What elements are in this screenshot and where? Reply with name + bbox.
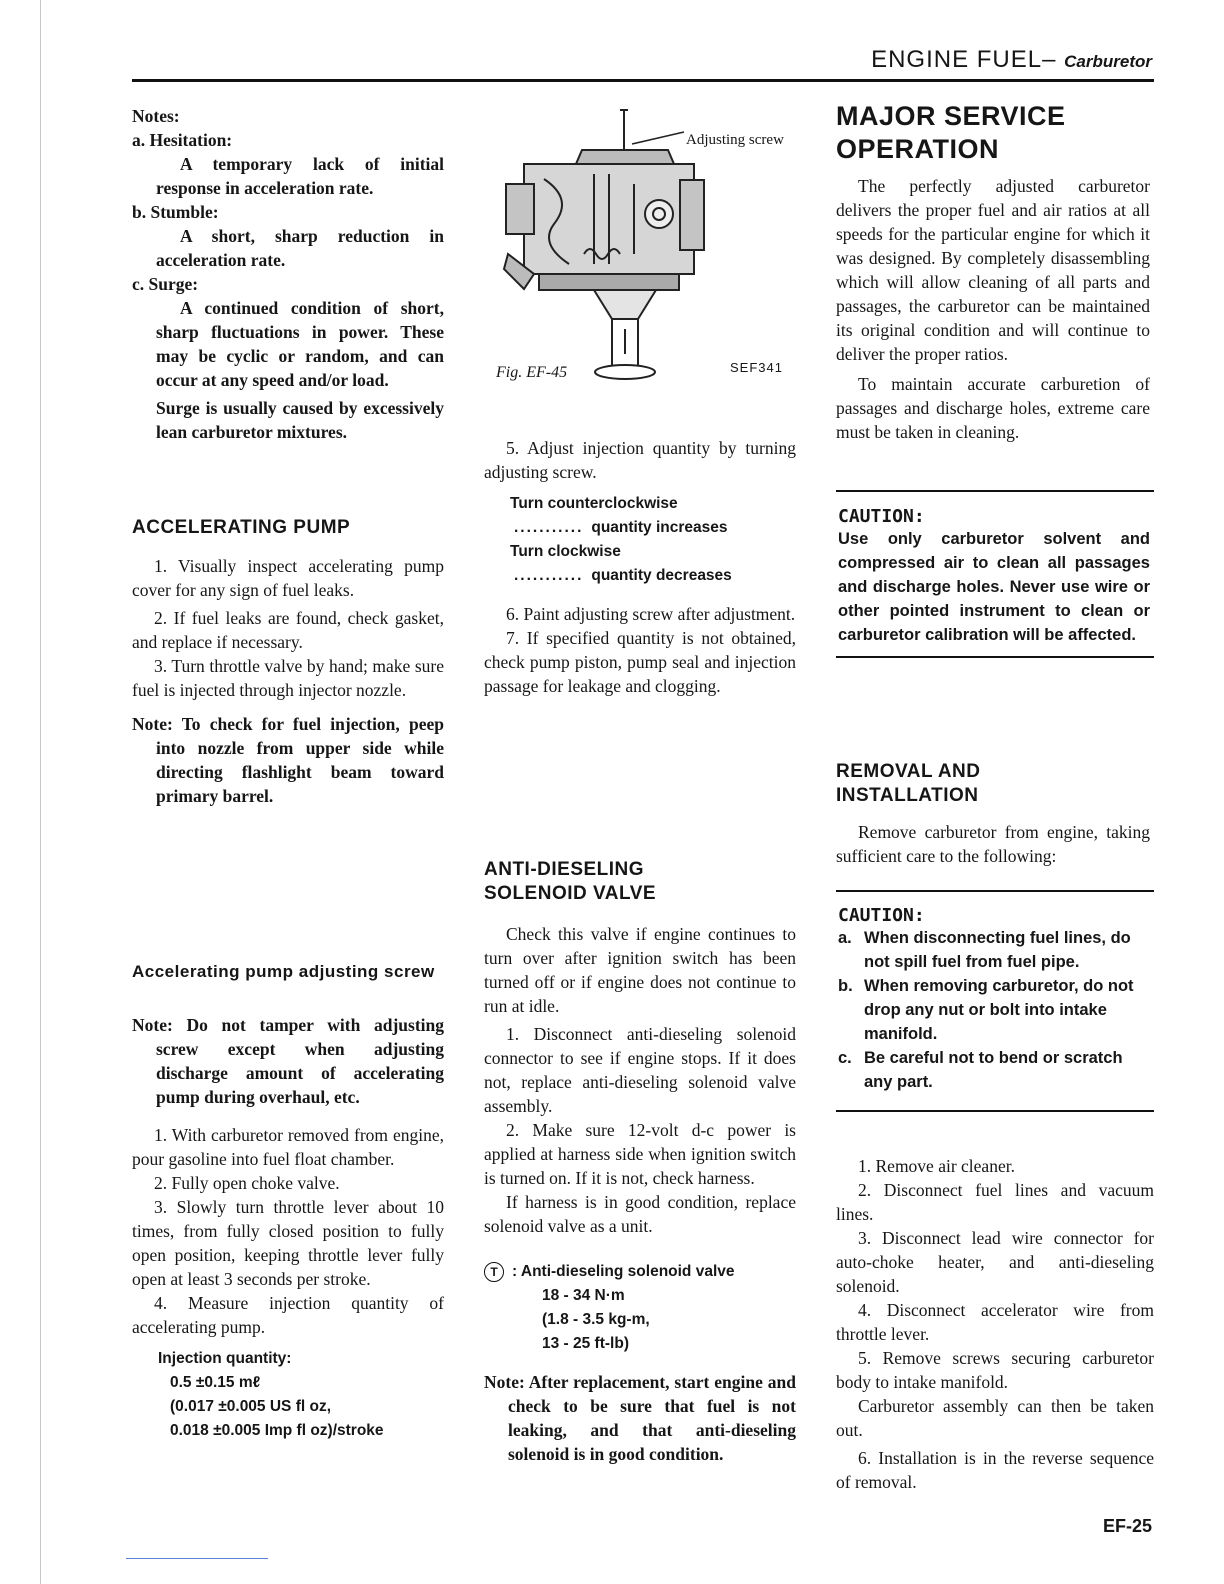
- anti-step-2: 2. Make sure 12-volt d-c power is applied at harness side when ignition switch is turned on. If it is not, check harness.: [484, 1120, 796, 1188]
- running-header: [871, 46, 1152, 74]
- note-a-text: A temporary lack of initial response in acceleration rate.: [156, 154, 444, 198]
- caution-2: [838, 905, 1150, 1094]
- adj-step-3: 3. Slowly turn throttle lever about 10 times, from fully closed position to fully open position, keeping throttle lever fully open at least 3 seconds per stroke.: [132, 1197, 444, 1289]
- anti-dieseling-section: [484, 922, 796, 1466]
- caution-2-item-b: [838, 974, 1150, 1046]
- anti-replace: If harness is in good condition, replace solenoid valve as a unit.: [484, 1192, 796, 1236]
- removal-step-2: 2. Disconnect fuel lines and vacuum lines.: [836, 1180, 1154, 1224]
- torque-value-2: (1.8 - 3.5 kg-m,: [542, 1311, 650, 1328]
- torque-icon: [484, 1262, 504, 1282]
- caution-1-top-rule: [836, 490, 1154, 492]
- anti-step-1: 1. Disconnect anti-dieseling solenoid connector to see if engine stops. If it does not, replace anti-dieseling solenoid valve assembly.: [484, 1024, 796, 1116]
- header-dash: –: [1042, 46, 1057, 73]
- column-2-top: [484, 436, 796, 698]
- torque-value-1: 18 - 34 N·m: [542, 1287, 625, 1304]
- caution-2-b-text: When removing carburetor, do not drop any nut or bolt into intake manifold.: [864, 977, 1134, 1043]
- note-c-label: c. Surge:: [132, 274, 199, 294]
- accelerating-pump-steps: [132, 554, 444, 808]
- major-service-body: [836, 174, 1150, 444]
- turn-ccw: Turn counterclockwise: [510, 495, 678, 512]
- caution-1-text: Use only carburetor solvent and compressed air to clean all passages and discharge holes. Never use wire or other pointed instrument to clean or carburetor calibration will be affected.: [838, 530, 1150, 644]
- torque-spec: [484, 1260, 796, 1284]
- caution-2-b-label: b.: [838, 977, 853, 995]
- adjusting-screw-heading: Accelerating pump adjusting screw: [132, 962, 435, 981]
- injection-value-3: 0.018 ±0.005 Imp fl oz)/stroke: [170, 1422, 384, 1439]
- figure-caption: Fig. EF-45: [496, 364, 568, 381]
- accelerating-pump-heading: ACCELERATING PUMP: [132, 517, 351, 538]
- caution-2-top-rule: [836, 890, 1154, 892]
- removal-out: Carburetor assembly can then be taken out.: [836, 1396, 1154, 1440]
- acc-pump-note: Note: To check for fuel injection, peep into nozzle from upper side while directing flashlight beam toward primary barrel.: [132, 714, 444, 806]
- caution-1-title: CAUTION:: [838, 506, 925, 527]
- caution-1: [838, 506, 1150, 647]
- turn-cw: Turn clockwise: [510, 543, 621, 560]
- anti-heading-line-1: ANTI-DIESELING: [484, 859, 645, 880]
- injection-value-1: 0.5 ±0.15 mℓ: [170, 1374, 261, 1391]
- adjusting-screw-section: [132, 1013, 444, 1443]
- surge-note: Surge is usually caused by excessively lean carburetor mixtures.: [156, 398, 444, 442]
- caution-2-c-text: Be careful not to bend or scratch any part.: [864, 1049, 1123, 1091]
- bottom-link-line: [126, 1558, 268, 1559]
- adj-step-1: 1. With carburetor removed from engine, pour gasoline into fuel float chamber.: [132, 1125, 444, 1169]
- step-6: 6. Paint adjusting screw after adjustment.: [506, 604, 796, 624]
- cw-dots: ...........: [514, 567, 584, 584]
- ccw-dots: ...........: [514, 519, 584, 536]
- notes-title: Notes:: [132, 106, 180, 126]
- major-paragraph-2: To maintain accurate carburetion of passages and discharge holes, extreme care must be taken in cleaning.: [836, 374, 1150, 442]
- figure-code: SEF341: [730, 360, 783, 375]
- note-a-label: a. Hesitation:: [132, 130, 233, 150]
- removal-steps: [836, 1154, 1154, 1494]
- anti-heading-line-2: SOLENOID VALVE: [484, 883, 657, 904]
- torque-label: : Anti-dieseling solenoid valve: [512, 1263, 735, 1280]
- anti-dieseling-heading: [484, 858, 656, 906]
- caution-2-item-a: [838, 926, 1150, 974]
- caution-2-a-text: When disconnecting fuel lines, do not spill fuel from fuel pipe.: [864, 929, 1131, 971]
- page-number: EF-25: [1102, 1516, 1152, 1536]
- caution-2-a-label: a.: [838, 929, 852, 947]
- ccw-result: quantity increases: [591, 519, 728, 536]
- caution-1-bottom-rule: [836, 656, 1154, 658]
- column-1: [132, 104, 444, 444]
- major-service-heading: [836, 100, 1066, 166]
- acc-step-1: 1. Visually inspect accelerating pump cover for any sign of fuel leaks.: [132, 556, 444, 600]
- final-note: Note: After replacement, start engine and check to be sure that fuel is not leaking, and that anti-dieseling solenoid is in good condition.: [484, 1372, 796, 1464]
- step-7: 7. If specified quantity is not obtained, check pump piston, pump seal and injection passage for leakage and clogging.: [484, 628, 796, 696]
- injection-label: Injection quantity:: [158, 1350, 292, 1367]
- acc-step-2: 2. If fuel leaks are found, check gasket, and replace if necessary.: [132, 608, 444, 652]
- torque-value-3: 13 - 25 ft-lb): [542, 1335, 629, 1352]
- torque-icon-letter: T: [490, 1265, 498, 1279]
- header-subtitle: Carburetor: [1064, 52, 1152, 71]
- acc-step-3: 3. Turn throttle valve by hand; make sure fuel is injected through injector nozzle.: [132, 656, 444, 700]
- note-b-label: b. Stumble:: [132, 202, 219, 222]
- removal-step-1: 1. Remove air cleaner.: [858, 1156, 1015, 1176]
- note-c-text: A continued condition of short, sharp fluctuations in power. These may be cyclic or random, and can occur at any speed and/or load.: [156, 298, 444, 390]
- figure-callout: Adjusting screw: [686, 132, 784, 148]
- adj-step-4: 4. Measure injection quantity of accelerating pump.: [132, 1293, 444, 1337]
- major-heading-line-2: OPERATION: [836, 134, 1000, 164]
- margin-line: [40, 0, 41, 1584]
- adj-screw-note: Note: Do not tamper with adjusting screw except when adjusting discharge amount of accelerating pump during overhaul, etc.: [132, 1015, 444, 1107]
- step-5: 5. Adjust injection quantity by turning adjusting screw.: [484, 438, 796, 482]
- major-heading-line-1: MAJOR SERVICE: [836, 101, 1066, 131]
- note-b-text: A short, sharp reduction in acceleration rate.: [156, 226, 444, 270]
- adj-step-2: 2. Fully open choke valve.: [154, 1173, 340, 1193]
- removal-step-5: 5. Remove screws securing carburetor body to intake manifold.: [836, 1348, 1154, 1392]
- ccw-row: [484, 516, 796, 540]
- removal-heading: [836, 760, 980, 808]
- removal-step-4: 4. Disconnect accelerator wire from throttle lever.: [836, 1300, 1154, 1344]
- injection-value-2: (0.017 ±0.005 US fl oz,: [170, 1398, 331, 1415]
- caution-2-item-c: [838, 1046, 1150, 1094]
- header-rule: [132, 79, 1154, 82]
- removal-heading-line-2: INSTALLATION: [836, 785, 979, 806]
- removal-heading-line-1: REMOVAL AND: [836, 761, 981, 782]
- caution-2-bottom-rule: [836, 1110, 1154, 1112]
- cw-row: [484, 564, 796, 588]
- anti-intro: Check this valve if engine continues to turn over after ignition switch has been turned off or if engine does not continue to run at idle.: [484, 924, 796, 1016]
- figure-ef45: [484, 104, 800, 394]
- removal-step-3: 3. Disconnect lead wire connector for auto-choke heater, and anti-dieseling solenoid.: [836, 1228, 1154, 1296]
- major-paragraph-1: The perfectly adjusted carburetor delivers the proper fuel and air ratios at all speeds for the particular engine for which it was designed. By completely disassembling which will allow cleaning of all parts and passages, the carburetor can be maintained its original condition and will continue to deliver the proper ratios.: [836, 176, 1150, 364]
- removal-intro-block: [836, 820, 1150, 868]
- header-title: ENGINE FUEL: [871, 46, 1043, 73]
- removal-intro: Remove carburetor from engine, taking sufficient care to the following:: [836, 822, 1150, 866]
- removal-step-6: 6. Installation is in the reverse sequence of removal.: [836, 1448, 1154, 1492]
- cw-result: quantity decreases: [591, 567, 732, 584]
- caution-2-c-label: c.: [838, 1049, 852, 1067]
- caution-2-title: CAUTION:: [838, 905, 925, 926]
